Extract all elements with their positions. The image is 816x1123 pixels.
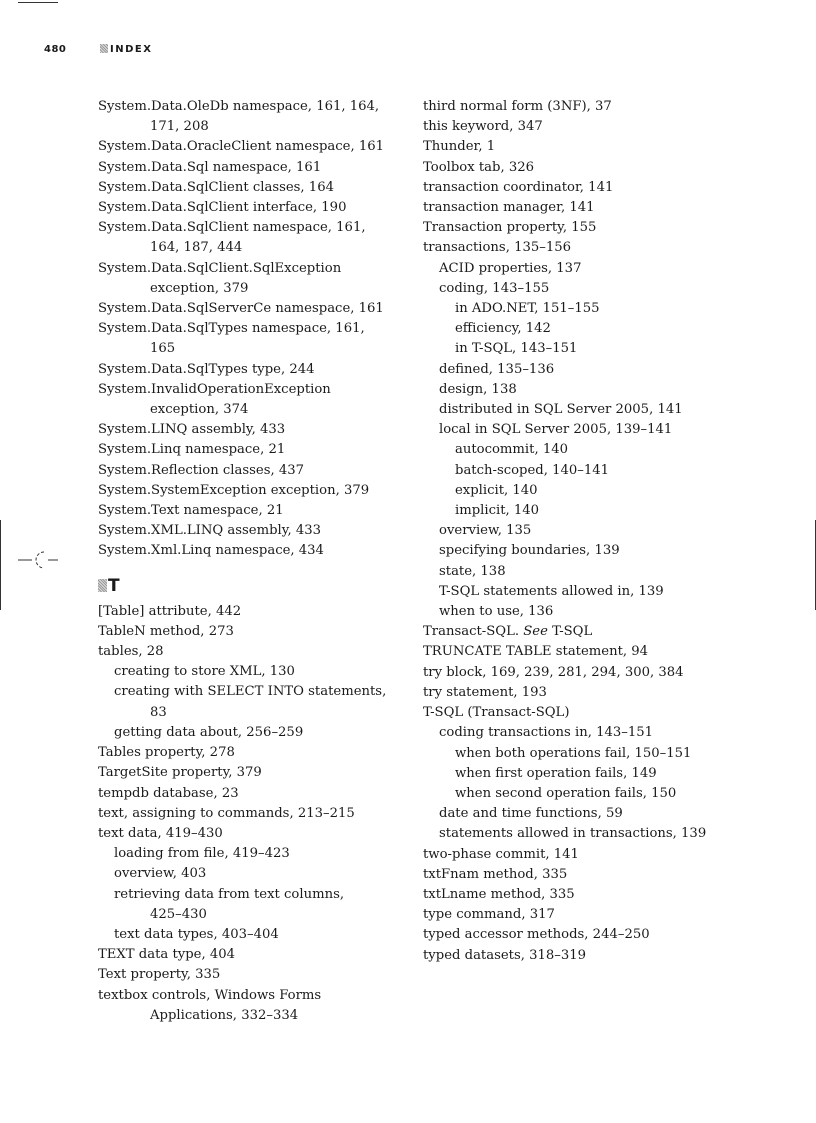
index-entry: [Table] attribute, 442	[98, 603, 242, 619]
index-entry: System.Data.SqlClient interface, 190	[98, 200, 347, 216]
index-entry: System.InvalidOperationException exception, 374	[98, 381, 331, 418]
right-column	[423, 97, 753, 966]
index-subentry: loading from file, 419–423	[114, 846, 290, 862]
index-entry: TableN method, 273	[98, 623, 234, 639]
section-title-text: INDEX	[110, 44, 153, 55]
index-entry: System.Data.Sql namespace, 161	[98, 159, 322, 175]
index-subentry: specifying boundaries, 139	[439, 543, 620, 559]
running-header	[44, 44, 772, 60]
section-title	[100, 44, 152, 55]
index-entry: Transaction property, 155	[423, 220, 597, 236]
index-entry: txtFnam method, 335	[423, 866, 568, 882]
index-entry: txtLname method, 335	[423, 886, 575, 902]
index-subentry: when to use, 136	[439, 604, 554, 620]
index-entry: System.Linq namespace, 21	[98, 442, 286, 458]
index-entry: Toolbox tab, 326	[423, 159, 535, 175]
index-entry: System.Reflection classes, 437	[98, 462, 305, 478]
index-subentry: getting data about, 256–259	[114, 724, 304, 740]
index-entry: System.XML.LINQ assembly, 433	[98, 523, 322, 539]
index-subentry: defined, 135–136	[439, 361, 555, 377]
index-entry: third normal form (3NF), 37	[423, 99, 612, 114]
index-entry: try block, 169, 239, 281, 294, 300, 384	[423, 664, 684, 680]
index-subentry: creating with SELECT INTO statements, 83	[114, 684, 387, 720]
index-entry: Tables property, 278	[98, 745, 235, 761]
index-entry: try statement, 193	[423, 684, 547, 700]
index-subsubentry: when both operations fail, 150–151	[455, 745, 692, 761]
index-entry: T-SQL (Transact-SQL)	[423, 705, 570, 721]
index-subentry: design, 138	[439, 381, 517, 397]
index-subentry: date and time functions, 59	[439, 806, 623, 822]
crop-mark-top	[18, 2, 58, 3]
left-column	[98, 97, 398, 1026]
shade-block-icon	[100, 44, 108, 53]
index-entry: tempdb database, 23	[98, 785, 239, 801]
index-subentry: text data types, 403–404	[114, 926, 279, 942]
index-entry: TRUNCATE TABLE statement, 94	[423, 644, 649, 660]
index-subsubentry: autocommit, 140	[455, 442, 569, 458]
index-subsubentry: when first operation fails, 149	[455, 765, 657, 781]
index-entry: Text property, 335	[98, 967, 221, 983]
crop-mark-left	[0, 520, 1, 610]
index-entry: System.Data.OracleClient namespace, 161	[98, 139, 385, 155]
shade-block-icon	[98, 579, 107, 592]
index-entry: text, assigning to commands, 213–215	[98, 805, 355, 821]
index-entry: System.SystemException exception, 379	[98, 482, 370, 498]
index-subentry: ACID properties, 137	[439, 260, 582, 276]
index-subsubentry: in T-SQL, 143–151	[455, 341, 578, 357]
index-entry: transaction coordinator, 141	[423, 179, 614, 195]
registration-mark-icon	[18, 548, 58, 572]
section-letter-heading	[98, 576, 398, 596]
index-entry: System.Data.SqlServerCe namespace, 161	[98, 301, 384, 317]
index-subsubentry: efficiency, 142	[455, 321, 551, 337]
index-entry-cross-reference: Transact-SQL. See T-SQL	[423, 624, 593, 640]
index-entry: Thunder, 1	[423, 139, 496, 155]
index-subentry: statements allowed in transactions, 139	[439, 826, 707, 842]
index-subsubentry: batch-scoped, 140–141	[455, 462, 610, 478]
index-subentry: state, 138	[439, 563, 506, 579]
index-entry: textbox controls, Windows Forms Applications, 332–334	[98, 987, 322, 1023]
index-entry: type command, 317	[423, 907, 555, 923]
index-subsubentry: when second operation fails, 150	[455, 785, 677, 801]
index-subentry: overview, 403	[114, 866, 207, 882]
index-subentry: overview, 135	[439, 523, 532, 539]
index-entry: tables, 28	[98, 644, 164, 660]
index-entry: this keyword, 347	[423, 119, 543, 135]
index-entry: System.Data.OleDb namespace, 161, 164, 171, 208	[98, 99, 380, 135]
index-entry: typed accessor methods, 244–250	[423, 927, 650, 943]
index-subsubentry: explicit, 140	[455, 482, 538, 498]
index-entry: transaction manager, 141	[423, 200, 595, 216]
index-entry: System.Data.SqlClient namespace, 161, 164, 187, 444	[98, 220, 366, 256]
index-subentry: distributed in SQL Server 2005, 141	[439, 402, 683, 418]
index-entry: TEXT data type, 404	[98, 947, 236, 963]
index-subentry: coding transactions in, 143–151	[439, 725, 654, 741]
index-entry: System.LINQ assembly, 433	[98, 422, 286, 438]
index-subentry: coding, 143–155	[439, 280, 550, 296]
index-subentry: creating to store XML, 130	[114, 664, 295, 680]
index-entry: System.Data.SqlTypes type, 244	[98, 361, 315, 377]
index-entry: System.Data.SqlClient classes, 164	[98, 179, 334, 195]
index-subentry: local in SQL Server 2005, 139–141	[439, 422, 673, 438]
index-subsubentry: in ADO.NET, 151–155	[455, 301, 600, 317]
index-subsubentry: implicit, 140	[455, 503, 540, 519]
index-entry: two-phase commit, 141	[423, 846, 579, 862]
index-entry: TargetSite property, 379	[98, 765, 262, 781]
index-entry: System.Xml.Linq namespace, 434	[98, 543, 324, 559]
index-entry: System.Data.SqlClient.SqlException exception, 379	[98, 260, 342, 296]
index-subentry: T-SQL statements allowed in, 139	[439, 583, 664, 599]
page-number: 480	[44, 44, 67, 55]
index-entry: transactions, 135–156	[423, 240, 572, 256]
section-letter: T	[108, 575, 120, 596]
index-entry: System.Text namespace, 21	[98, 503, 284, 519]
index-entry: System.Data.SqlTypes namespace, 161, 165	[98, 321, 365, 357]
index-entry: typed datasets, 318–319	[423, 947, 587, 963]
index-subentry: retrieving data from text columns, 425–430	[114, 886, 345, 922]
index-entry: text data, 419–430	[98, 825, 223, 841]
